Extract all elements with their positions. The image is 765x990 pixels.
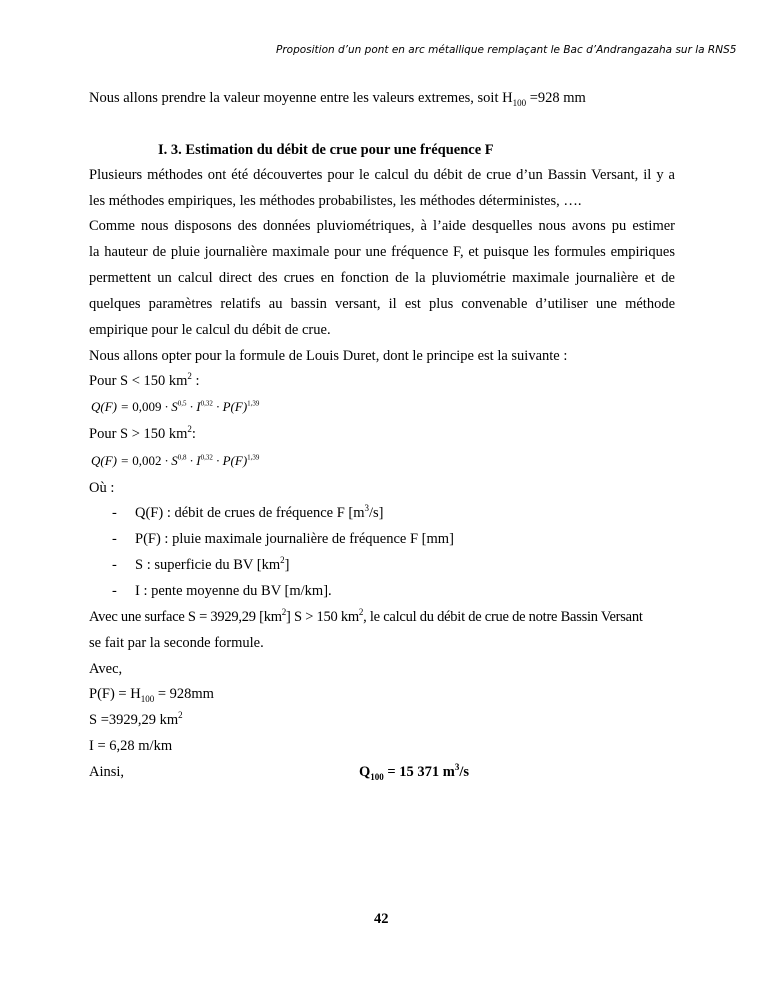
para1-line: Plusieurs méthodes ont été découvertes pour le calcul du débit de crue d’un Bassin Versant, il y a	[89, 167, 675, 183]
ainsi-label: Ainsi,	[89, 764, 125, 780]
formula-2: $Q(F) = 0,002 \cdot S^{0,8} \cdot I^{0,32} \cdot P(F)^{1,39}$	[91, 453, 260, 468]
list-item: - Q(F) : débit de crues de fréquence F $[m^3/s]$	[112, 503, 384, 521]
para2-line: la hauteur de pluie journalière maximale pour une fréquence F, et puisque les formules empiriques	[89, 244, 675, 260]
case1-label: Pour S < 150 $km^2$ :	[89, 371, 200, 389]
page-number: 42	[374, 911, 389, 927]
surface-line: se fait par la seconde formule.	[89, 635, 264, 651]
list-item: - P(F) : pluie maximale journalière de fréquence F [mm]	[112, 531, 454, 547]
list-item: - S : superficie du BV $[km^2]$	[112, 555, 290, 573]
intro-line: Nous allons prendre la valeur moyenne entre les valeurs extremes, soit $H_{100} =928$ mm	[89, 90, 586, 108]
running-header: Proposition d’un pont en arc métallique remplaçant le Bac d’Andrangazaha sur la RNS5	[276, 44, 737, 56]
where-label: Où :	[89, 480, 115, 496]
s-value: S =3929,29 $km^2$	[89, 710, 183, 728]
list-item: - I : pente moyenne du BV [m/km].	[112, 583, 332, 599]
para2-line: permettent un calcul direct des crues en fonction de la pluviométrie maximale journalière et de	[89, 270, 675, 286]
surface-line: Avec une surface S = 3929,29 $[km^2] S > 150$ $km^2$, le calcul du débit de crue de notre Bassin Versant	[89, 607, 643, 625]
para3: Nous allons opter pour la formule de Louis Duret, dont le principe est la suivante :	[89, 348, 568, 364]
result-q100: $Q_{100} = 15$ 371 $m^3/s$	[359, 762, 470, 782]
formula-1: $Q(F) = 0,009 \cdot S^{0,5} \cdot I^{0,32} \cdot P(F)^{1,39}$	[91, 399, 260, 414]
para1-line: les méthodes empiriques, les méthodes probabilistes, les méthodes déterministes, ….	[89, 193, 582, 209]
i-value: I = 6,28 m/km	[89, 738, 173, 754]
section-title: I. 3. Estimation du débit de crue pour une fréquence F	[158, 142, 494, 158]
pf-value: $P(F) = H_{100} = 928mm$	[89, 686, 214, 704]
case2-label: Pour S > 150 $km^2$:	[89, 424, 196, 442]
para2-line: quelques paramètres relatifs au bassin versant, il est plus convenable d’utiliser une méthode	[89, 296, 675, 312]
avec-label: Avec,	[89, 661, 123, 677]
para2-line: Comme nous disposons des données pluviométriques, à l’aide desquelles nous avons pu estimer	[89, 218, 675, 234]
para2-line: empirique pour le calcul du débit de crue.	[89, 322, 331, 338]
